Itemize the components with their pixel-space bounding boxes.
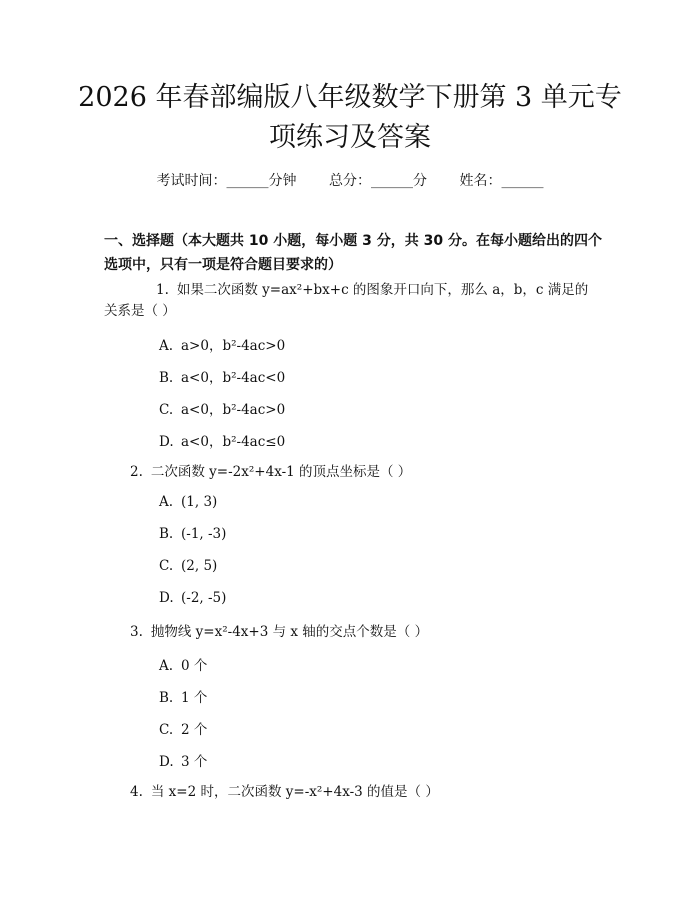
option-text: 0 个 [181, 658, 208, 674]
option-text: a<0，b²-4ac<0 [181, 370, 286, 386]
option-label: B. [159, 526, 174, 542]
option-text: 2 个 [181, 722, 208, 738]
option-text: (-1, -3) [181, 526, 227, 542]
option-2a [159, 494, 217, 510]
option-2d [159, 590, 226, 606]
option-label: D. [159, 754, 174, 770]
option-1d [159, 430, 285, 450]
option-label: B. [159, 690, 174, 706]
question-3 [130, 622, 428, 643]
option-label: C. [159, 558, 174, 574]
exam-time-label: 考试时间：______分钟 [156, 173, 297, 189]
option-2c [159, 558, 217, 574]
option-3a [159, 654, 207, 674]
option-3b [159, 686, 207, 706]
question-number: 1. [156, 282, 169, 298]
question-text: 抛物线 y=x²-4x+3 与 x 轴的交点个数是（ ） [150, 624, 429, 640]
option-1c [159, 398, 285, 418]
option-text: a>0，b²-4ac>0 [181, 338, 286, 354]
question-4 [130, 782, 439, 803]
option-label: B. [159, 370, 174, 386]
option-label: C. [159, 402, 174, 418]
question-number: 3. [130, 624, 143, 640]
option-text: (-2, -5) [181, 590, 227, 606]
question-text: 当 x=2 时，二次函数 y=-x²+4x-3 的值是（ ） [150, 784, 439, 800]
question-number: 4. [130, 784, 143, 800]
name-label: 姓名：______ [459, 173, 544, 189]
option-1b [159, 366, 285, 386]
option-text: 1 个 [181, 690, 208, 706]
option-label: D. [159, 590, 174, 606]
option-label: A. [159, 338, 174, 354]
option-2b [159, 526, 226, 542]
title-line-1: 2026 年春部编版八年级数学下册第 3 单元专 [78, 82, 622, 113]
section-header: 一、选择题（本大题共 10 小题，每小题 3 分，共 30 分。在每小题给出的四个选项中，只有一项是符合题目要求的） [104, 233, 602, 273]
option-3c [159, 718, 207, 738]
question-1 [104, 280, 594, 322]
option-label: D. [159, 434, 174, 450]
option-text: a<0，b²-4ac>0 [181, 402, 286, 418]
title-line-2: 项练习及答案 [269, 122, 431, 153]
exam-meta [0, 170, 700, 190]
question-2 [130, 462, 411, 483]
question-text: 二次函数 y=-2x²+4x-1 的顶点坐标是（ ） [150, 464, 412, 480]
option-label: A. [159, 494, 174, 510]
option-text: 3 个 [181, 754, 208, 770]
option-text: (1, 3) [181, 494, 218, 510]
option-text: (2, 5) [181, 558, 218, 574]
question-number: 2. [130, 464, 143, 480]
question-text: 如果二次函数 y=ax²+bx+c 的图象开口向下，那么 a，b，c 满足的关系是（ ） [104, 282, 589, 319]
option-label: A. [159, 658, 174, 674]
total-score-label: 总分：______分 [329, 173, 427, 189]
page-title [60, 78, 640, 158]
option-text: a<0，b²-4ac≤0 [181, 434, 286, 450]
option-3d [159, 750, 207, 770]
option-1a [159, 334, 285, 354]
option-label: C. [159, 722, 174, 738]
